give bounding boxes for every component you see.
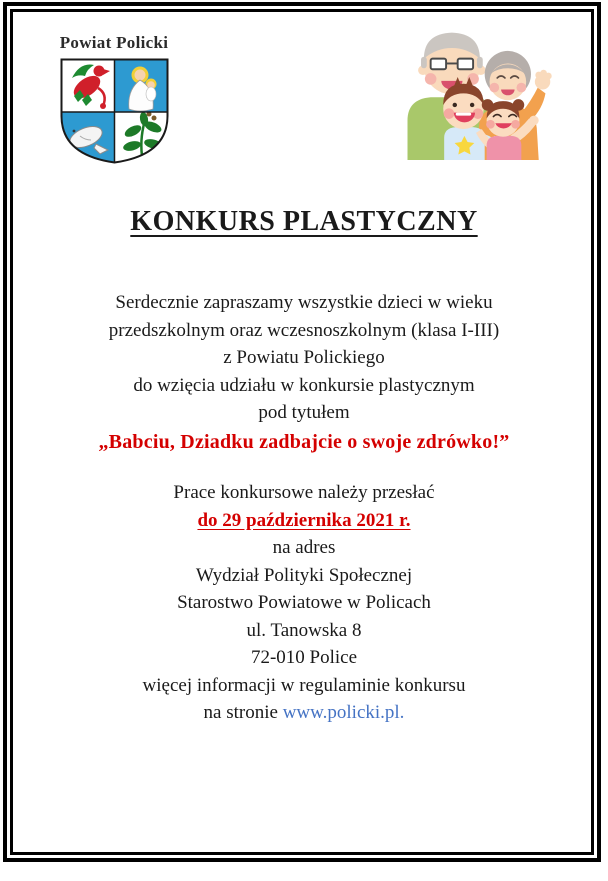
- website-line: [30, 699, 578, 727]
- website-prefix: na stronie: [203, 702, 278, 723]
- powiat-policki-crest: [55, 33, 173, 171]
- info-line: więcej informacji w regulaminie konkursu: [142, 674, 466, 696]
- intro-line: z Powiatu Polickiego: [223, 347, 385, 368]
- org-label: Powiat Policki: [59, 33, 169, 52]
- address-line: Starostwo Powiatowe w Policach: [177, 592, 431, 613]
- address-intro: na adres: [272, 537, 336, 558]
- contest-title: „Babciu, Dziadku zadbajcie o swoje zdrówko!”: [98, 430, 510, 453]
- intro-line: pod tytułem: [258, 402, 350, 423]
- intro-line: Serdecznie zapraszamy wszystkie dzieci w wieku: [115, 292, 493, 313]
- intro-line: do wzięcia udziału w konkursie plastycznym: [133, 374, 475, 396]
- page-title: KONKURS PLASTYCZNY: [130, 206, 478, 237]
- address-line: ul. Tanowska 8: [246, 619, 362, 641]
- address-line: 72-010 Police: [250, 647, 358, 668]
- coat-of-arms-icon: [58, 56, 171, 166]
- address-line: Wydział Polityki Społecznej: [195, 564, 413, 586]
- deadline-text: do 29 października 2021 r.: [197, 509, 411, 531]
- family-illustration-icon: [394, 20, 558, 160]
- website-link[interactable]: www.policki.pl.: [282, 702, 405, 723]
- submission-line: Prace konkursowe należy przesłać: [173, 482, 435, 503]
- details-paragraph: [30, 479, 578, 727]
- intro-line: przedszkolnym oraz wczesnoszkolnym (klasa I-III): [108, 319, 500, 341]
- intro-paragraph: [30, 289, 578, 457]
